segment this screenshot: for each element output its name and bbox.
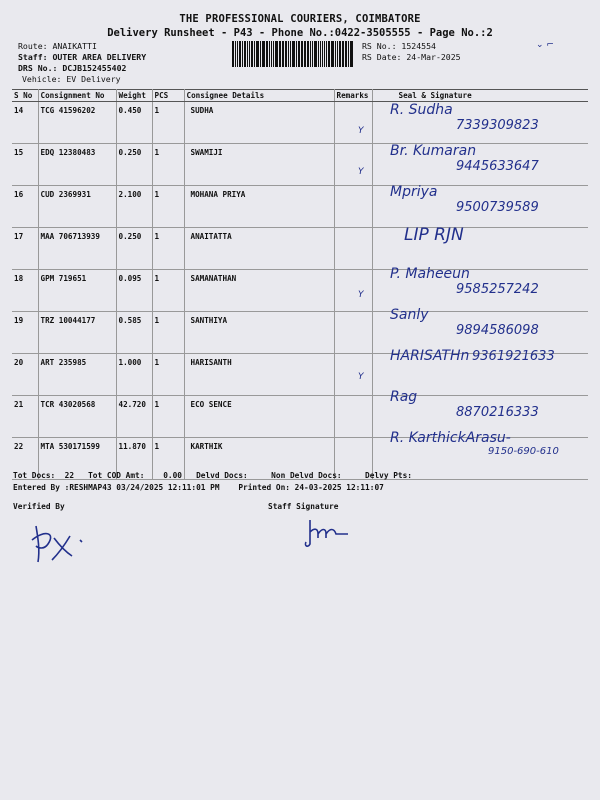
corner-mark-icon: ⌄ ⌐ (536, 40, 554, 50)
col-remarks: Remarks (334, 90, 372, 102)
cell-consignee: SAMANATHAN (184, 270, 334, 312)
runsheet-subtitle: Delivery Runsheet - P43 - Phone No.:0422-3505555 - Page No.:2 (107, 27, 493, 39)
cell-sno: 16 (12, 186, 38, 228)
cell-consignee: KARTHIK (184, 438, 334, 480)
handwritten-phone: 9500739589 (456, 200, 539, 215)
cell-cn: TCR 43020568 (38, 396, 116, 438)
cell-sno: 17 (12, 228, 38, 270)
handwritten-signature: R. Sudha (390, 102, 453, 118)
cell-cn: TCG 41596202 (38, 102, 116, 144)
handwritten-phone: 9894586098 (456, 323, 539, 338)
col-consignment: Consignment No (38, 90, 116, 102)
verified-by-label: Verified By (13, 502, 65, 511)
col-pcs: PCS (152, 90, 184, 102)
handwritten-phone: 7339309823 (456, 118, 539, 133)
cell-pcs: 1 (152, 144, 184, 186)
cell-remarks (334, 312, 372, 354)
cell-consignee: SUDHA (184, 102, 334, 144)
staff-text: Staff: OUTER AREA DELIVERY (18, 52, 147, 62)
cell-consignee: MOHANA PRIYA (184, 186, 334, 228)
cell-consignee: SANTHIYA (184, 312, 334, 354)
totals-line: Tot Docs: 22 Tot COD Amt: 0.00 Delvd Docs: Non Delvd Docs: Delvy Pts: (13, 471, 413, 480)
col-consignee: Consignee Details (184, 90, 334, 102)
handwritten-signature: Sanly (390, 307, 429, 323)
cell-pcs: 1 (152, 186, 184, 228)
col-seal-signature: Seal & Signature (372, 90, 588, 102)
cell-consignee: SWAMIJI (184, 144, 334, 186)
cell-sno: 22 (12, 438, 38, 480)
cell-cn: EDQ 12380483 (38, 144, 116, 186)
cell-pcs: 1 (152, 228, 184, 270)
cell-weight: 0.250 (116, 144, 152, 186)
drs-text: DRS No.: DCJB152455402 (18, 63, 127, 73)
cell-cn: MTA 530171599 (38, 438, 116, 480)
col-sno: S No (12, 90, 38, 102)
verified-signature-icon (26, 518, 96, 566)
table-row (12, 228, 588, 270)
cell-sno: 18 (12, 270, 38, 312)
vehicle-text: Vehicle: EV Delivery (22, 74, 121, 84)
handwritten-phone: 9585257242 (456, 282, 539, 297)
handwritten-signature: P. Maheeun (390, 266, 470, 282)
rs-no-text: RS No.: 1524554 (362, 41, 436, 51)
cell-remarks (334, 186, 372, 228)
handwritten-phone: 9361921633 (472, 349, 555, 364)
cell-weight: 2.100 (116, 186, 152, 228)
cell-sno: 21 (12, 396, 38, 438)
col-weight: Weight (116, 90, 152, 102)
company-title: THE PROFESSIONAL COURIERS, COIMBATORE (179, 13, 421, 25)
cell-remarks (334, 144, 372, 186)
barcode (232, 41, 354, 67)
cell-pcs: 1 (152, 438, 184, 480)
cell-remarks (334, 354, 372, 396)
cell-weight: 0.095 (116, 270, 152, 312)
route-text: Route: ANAIKATTI (18, 41, 97, 51)
remark-tick-icon: Y (358, 372, 364, 382)
remark-tick-icon: Y (358, 126, 364, 136)
cell-remarks (334, 102, 372, 144)
route-info (18, 41, 146, 85)
cell-weight: 0.450 (116, 102, 152, 144)
handwritten-signature: R. KarthickArasu- (390, 430, 511, 446)
handwritten-signature: HARISATHn (390, 348, 470, 364)
cell-cn: CUD 2369931 (38, 186, 116, 228)
cell-pcs: 1 (152, 102, 184, 144)
cell-pcs: 1 (152, 354, 184, 396)
cell-weight: 11.870 (116, 438, 152, 480)
cell-sno: 20 (12, 354, 38, 396)
cell-remarks (334, 270, 372, 312)
cell-consignee: ECO SENCE (184, 396, 334, 438)
cell-remarks (334, 396, 372, 438)
remark-tick-icon: Y (358, 167, 364, 177)
handwritten-phone: 9445633647 (456, 159, 539, 174)
cell-weight: 0.585 (116, 312, 152, 354)
cell-cn: MAA 706713939 (38, 228, 116, 270)
cell-weight: 1.000 (116, 354, 152, 396)
cell-pcs: 1 (152, 270, 184, 312)
handwritten-phone: 8870216333 (456, 405, 539, 420)
cell-cn: TRZ 10044177 (38, 312, 116, 354)
handwritten-signature: LIP RJN (404, 225, 464, 245)
handwritten-signature: Rag (390, 389, 418, 405)
cell-weight: 0.250 (116, 228, 152, 270)
entered-by-line: Entered By :RESHMAP43 03/24/2025 12:11:01 PM Printed On: 24-03-2025 12:11:07 (13, 483, 384, 492)
cell-cn: ART 235985 (38, 354, 116, 396)
cell-pcs: 1 (152, 312, 184, 354)
staff-signature-icon (300, 516, 360, 550)
cell-cn: GPM 719651 (38, 270, 116, 312)
cell-weight: 42.720 (116, 396, 152, 438)
cell-sno: 19 (12, 312, 38, 354)
rs-info (362, 41, 461, 63)
handwritten-signature: Br. Kumaran (390, 143, 477, 159)
cell-consignee: HARISANTH (184, 354, 334, 396)
cell-sno: 14 (12, 102, 38, 144)
remark-tick-icon: Y (358, 290, 364, 300)
cell-sno: 15 (12, 144, 38, 186)
cell-consignee: ANAITATTA (184, 228, 334, 270)
rs-date-text: RS Date: 24-Mar-2025 (362, 52, 461, 62)
cell-remarks (334, 228, 372, 270)
table-header-row (12, 90, 588, 102)
handwritten-signature: Mpriya (390, 184, 438, 200)
cell-pcs: 1 (152, 396, 184, 438)
staff-signature-label: Staff Signature (268, 502, 339, 511)
handwritten-phone: 9150-690-610 (488, 446, 559, 457)
